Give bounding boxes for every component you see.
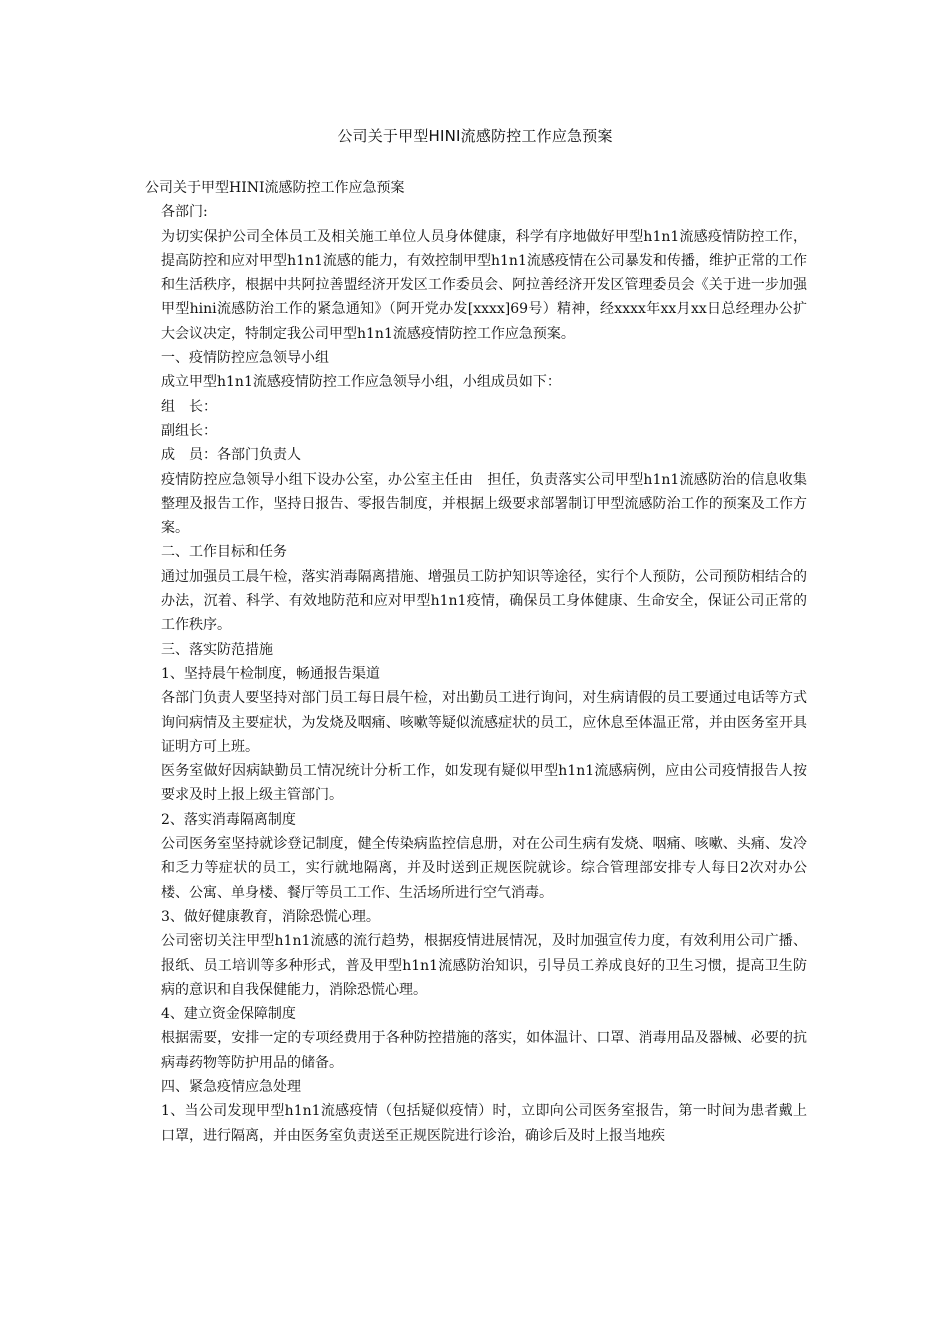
- document-body: [145, 176, 807, 1148]
- paragraph: 医务室做好因病缺勤员工情况统计分析工作，如发现有疑似甲型h1n1流感病例，应由公司疫情报告人按要求及时上报上级主管部门。: [161, 763, 807, 804]
- paragraph: 公司关于甲型HINI流感防控工作应急预案: [145, 180, 405, 196]
- paragraph: 3、做好健康教育，消除恐慌心理。: [161, 908, 380, 925]
- document-title: 公司关于甲型HINI流感防控工作应急预案: [337, 127, 613, 145]
- paragraph: 四、紧急疫情应急处理: [161, 1078, 301, 1095]
- paragraph: 公司密切关注甲型h1n1流感的流行趋势，根据疫情进展情况，及时加强宣传力度，有效利用公司广播、报纸、员工培训等多种形式，普及甲型h1n1流感防治知识，引导员工养成良好的卫生习惯，提高卫生防病的意识和自我保健能力，消除恐慌心理。: [161, 933, 807, 998]
- paragraph: 为切实保护公司全体员工及相关施工单位人员身体健康，科学有序地做好甲型h1n1流感疫情防控工作，提高防控和应对甲型h1n1流感的能力，有效控制甲型h1n1流感疫情在公司暴发和传播，维护正常的工作和生活秩序，根据中共阿拉善盟经济开发区工作委员会、阿拉善经济开发区管理委员会《关于进一步加强甲型hini流感防治工作的紧急通知》（阿开党办发[xxxx]69号）精神，经xxxx年xx月xx日总经理办公扩大会议决定，特制定我公司甲型h1n1流感疫情防控工作应急预案。: [161, 228, 807, 342]
- paragraph: 各部门:: [161, 204, 208, 221]
- paragraph: 2、落实消毒隔离制度: [161, 811, 296, 828]
- paragraph: 根据需要，安排一定的专项经费用于各种防控措施的落实，如体温计、口罩、消毒用品及器械、必要的抗病毒药物等防护用品的储备。: [161, 1030, 807, 1071]
- paragraph: 三、落实防范措施: [161, 641, 273, 658]
- paragraph: 1、坚持晨午检制度，畅通报告渠道: [161, 665, 380, 682]
- paragraph: 通过加强员工晨午检，落实消毒隔离措施、增强员工防护知识等途径，实行个人预防，公司预防相结合的办法，沉着、科学、有效地防范和应对甲型h1n1疫情，确保员工身体健康、生命安全，保证公司正常的工作秩序。: [161, 568, 807, 634]
- paragraph: 组 长：: [161, 398, 217, 415]
- paragraph: 4、建立资金保障制度: [161, 1006, 296, 1023]
- paragraph: 副组长：: [161, 422, 217, 439]
- paragraph: 1、当公司发现甲型h1n1流感疫情（包括疑似疫情）时，立即向公司医务室报告，第一时间为患者戴上口罩，进行隔离，并由医务室负责送至正规医院进行诊治，确诊后及时上报当地疾: [161, 1103, 807, 1144]
- paragraph: 成 员：各部门负责人: [161, 447, 301, 464]
- paragraph: 各部门负责人要坚持对部门员工每日晨午检，对出勤员工进行询问，对生病请假的员工要通过电话等方式询问病情及主要症状，为发烧及咽痛、咳嗽等疑似流感症状的员工，应休息至体温正常，并由医务室开具证明方可上班。: [161, 690, 807, 755]
- paragraph: 一、疫情防控应急领导小组: [161, 350, 329, 367]
- paragraph: 成立甲型h1n1流感疫情防控工作应急领导小组，小组成员如下：: [161, 374, 561, 391]
- paragraph: 疫情防控应急领导小组下设办公室，办公室主任由 担任，负责落实公司甲型h1n1流感防治的信息收集整理及报告工作，坚持日报告、零报告制度，并根据上级要求部署制订甲型流感防治工作的预案及工作方案。: [161, 471, 807, 537]
- paragraph: 二、工作目标和任务: [161, 544, 287, 561]
- paragraph: 公司医务室坚持就诊登记制度，健全传染病监控信息册，对在公司生病有发烧、咽痛、咳嗽、头痛、发冷和乏力等症状的员工，实行就地隔离，并及时送到正规医院就诊。综合管理部安排专人每日2次对办公楼、公寓、单身楼、餐厅等员工工作、生活场所进行空气消毒。: [161, 836, 807, 901]
